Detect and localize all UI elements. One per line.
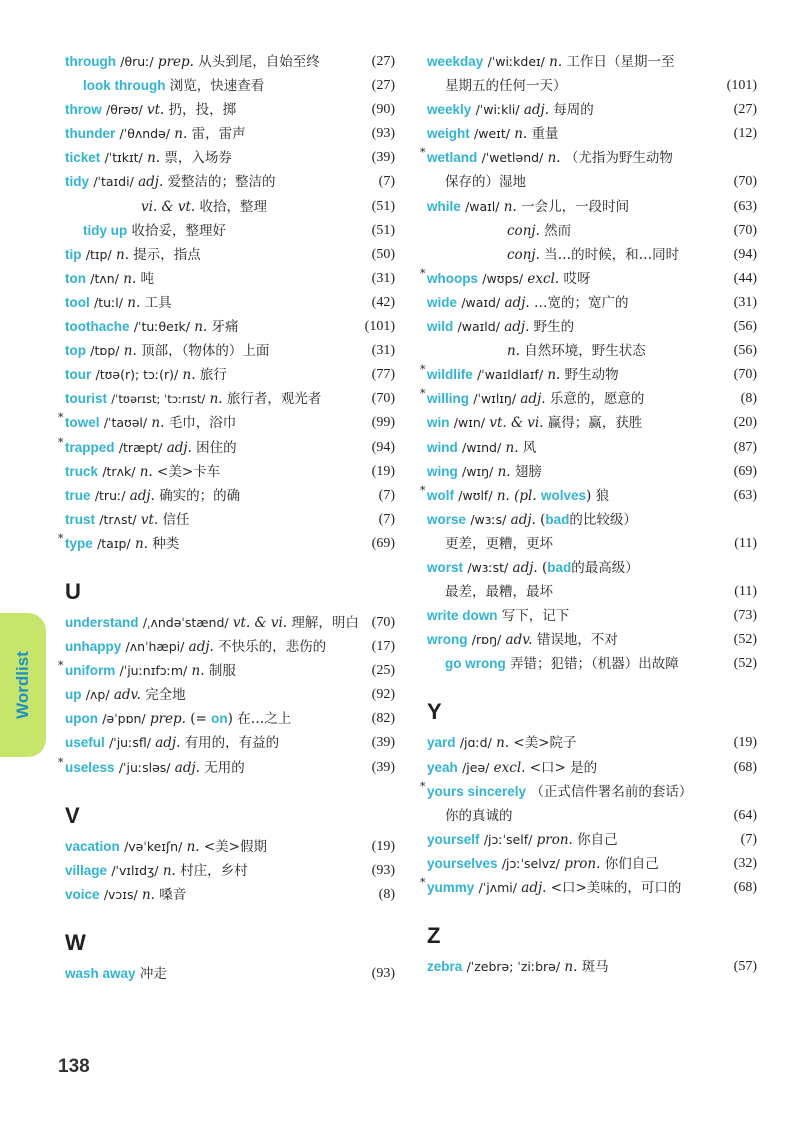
entry-yours-sincerely-cont: 你的真诚的 (64) bbox=[445, 807, 757, 824]
right-column bbox=[420, 50, 757, 979]
asterisk-icon: * bbox=[58, 755, 64, 769]
entry-write-down: write down 写下，记下 (73) bbox=[427, 608, 757, 625]
entry-wild-sense-2: n. 自然环境，野生状态 (56) bbox=[507, 343, 757, 360]
section-letter-u: U bbox=[65, 578, 81, 604]
entry-wing: wing /wɪŋ/ n. 翅膀 (69) bbox=[427, 463, 757, 480]
entry-wolf: * wolf /wʊlf/ n. (pl. wolves) 狼 (63) bbox=[427, 484, 757, 508]
entry-wrong: wrong /rɒŋ/ adv. 错误地，不对 (52) bbox=[427, 632, 757, 649]
section-letter-w: W bbox=[65, 929, 86, 955]
entry-yummy: * yummy /ˈjʌmi/ adj. <口>美味的，可口的 (68) bbox=[427, 876, 757, 900]
entry-zebra: zebra /ˈzebrə; ˈziːbrə/ n. 斑马 (57) bbox=[427, 959, 757, 976]
entry-trust: trust /trʌst/ vt. 信任 (7) bbox=[65, 511, 395, 528]
entry-tourist: tourist /ˈtʊərɪst; ˈtɔːrɪst/ n. 旅行者，观光者 (70) bbox=[65, 391, 395, 408]
entry-wild: wild /waɪld/ adj. 野生的 (56) bbox=[427, 319, 757, 336]
entry-tour: tour /tʊə(r); tɔː(r)/ n. 旅行 (77) bbox=[65, 367, 395, 384]
entry-top: top /tɒp/ n. 顶部，（物体的）上面 (31) bbox=[65, 343, 395, 360]
wordlist-side-tab bbox=[0, 613, 46, 757]
entry-voice: voice /vɔɪs/ n. 嗓音 (8) bbox=[65, 886, 395, 903]
entry-tool: tool /tuːl/ n. 工具 (42) bbox=[65, 294, 395, 311]
entry-worst-cont: 最差，最糟，最坏 (11) bbox=[445, 584, 757, 601]
entry-weight: weight /weɪt/ n. 重量 (12) bbox=[427, 126, 757, 143]
entry-tip: tip /tɪp/ n. 提示，指点 (50) bbox=[65, 246, 395, 263]
section-letter-y: Y bbox=[427, 699, 442, 725]
entry-towel: * towel /ˈtaʊəl/ n. 毛巾，浴巾 (99) bbox=[65, 411, 395, 435]
asterisk-icon: * bbox=[420, 387, 426, 401]
entry-through: through /θruː/ prep. 从头到尾，自始至终 (27) bbox=[65, 54, 395, 70]
entry-up: up /ʌp/ adv. 完全地 (92) bbox=[65, 687, 395, 704]
entry-wind: wind /wɪnd/ n. 风 (87) bbox=[427, 439, 757, 456]
asterisk-icon: * bbox=[420, 876, 426, 889]
left-column bbox=[58, 50, 395, 986]
entry-weekday-cont: 星期五的任何一天） (101) bbox=[445, 78, 757, 95]
asterisk-icon: * bbox=[420, 266, 426, 280]
entry-whoops: * whoops /wʊps/ excl. 哎呀 (44) bbox=[427, 267, 757, 291]
asterisk-icon: * bbox=[58, 435, 64, 449]
entry-wildlife: * wildlife /ˈwaɪldlaɪf/ n. 野生动物 (70) bbox=[427, 363, 757, 387]
section-letter-v: V bbox=[65, 802, 80, 828]
entry-upon: upon /əˈpɒn/ prep. (= on) 在…之上 (82) bbox=[65, 711, 395, 728]
entry-weekly: weekly /ˈwiːkli/ adj. 每周的 (27) bbox=[427, 102, 757, 119]
entry-tidy-up: tidy up 收拾妥，整理好 (51) bbox=[83, 222, 395, 239]
side-tab-label: Wordlist bbox=[13, 651, 32, 719]
asterisk-icon: * bbox=[58, 531, 64, 545]
entry-yard: yard /jɑːd/ n. <美>院子 (19) bbox=[427, 735, 757, 752]
entry-useful: useful /ˈjuːsfl/ adj. 有用的，有益的 (39) bbox=[65, 735, 395, 752]
entry-worst: worst /wɜːst/ adj. (bad的最高级） bbox=[427, 559, 639, 576]
entry-village: village /ˈvɪlɪdʒ/ n. 村庄，乡村 (93) bbox=[65, 862, 395, 879]
asterisk-icon: * bbox=[420, 363, 426, 377]
entry-while: while /waɪl/ n. 一会儿，一段时间 (63) bbox=[427, 198, 757, 215]
entry-trapped: * trapped /træpt/ adj. 困住的 (94) bbox=[65, 436, 395, 460]
entry-useless: * useless /ˈjuːsləs/ adj. 无用的 (39) bbox=[65, 756, 395, 780]
entry-ticket: ticket /ˈtɪkɪt/ n. 票，入场券 (39) bbox=[65, 150, 395, 167]
entry-thunder: thunder /ˈθʌndə/ n. 雷，雷声 (93) bbox=[65, 126, 395, 143]
page-number: 138 bbox=[58, 1056, 90, 1077]
entry-win: win /wɪn/ vt. & vi. 赢得；赢，获胜 (20) bbox=[427, 415, 757, 432]
entry-understand: understand /ˌʌndəˈstænd/ vt. & vi. 理解，明白 (70) bbox=[65, 614, 395, 631]
entry-yourselves: yourselves /jɔːˈselvz/ pron. 你们自己 (32) bbox=[427, 855, 757, 872]
asterisk-icon: * bbox=[420, 483, 426, 497]
entry-go-wrong: go wrong 弄错；犯错；（机器）出故障 (52) bbox=[445, 656, 757, 673]
asterisk-icon: * bbox=[420, 146, 426, 160]
entry-vacation: vacation /vəˈkeɪʃn/ n. <美>假期 (19) bbox=[65, 838, 395, 855]
entry-look-through: look through 浏览，快速查看 (27) bbox=[83, 78, 395, 95]
entry-yeah: yeah /jeə/ excl. <口> 是的 (68) bbox=[427, 759, 757, 776]
entry-weekday: weekday /ˈwiːkdeɪ/ n. 工作日（星期一至 bbox=[427, 54, 675, 70]
asterisk-icon: * bbox=[420, 779, 426, 793]
entry-wetland: * wetland /ˈwetlənd/ n. （尤指为野生动物 bbox=[427, 146, 757, 170]
entry-ton: ton /tʌn/ n. 吨 (31) bbox=[65, 270, 395, 287]
entry-worse-cont: 更差，更糟，更坏 (11) bbox=[445, 535, 757, 552]
entry-throw: throw /θrəʊ/ vt. 扔，投，掷 (90) bbox=[65, 102, 395, 119]
entry-true: true /truː/ adj. 确实的；的确 (7) bbox=[65, 487, 395, 504]
entry-yours-sincerely: * yours sincerely （正式信件署名前的套话） bbox=[427, 780, 757, 804]
entry-uniform: * uniform /ˈjuːnɪfɔːm/ n. 制服 (25) bbox=[65, 659, 395, 683]
entry-while-sense-2: conj. 然而 (70) bbox=[507, 222, 757, 239]
entry-truck: truck /trʌk/ n. <美>卡车 (19) bbox=[65, 463, 395, 480]
entry-type: * type /taɪp/ n. 种类 (69) bbox=[65, 532, 395, 556]
entry-worse: worse /wɜːs/ adj. (bad的比较级） bbox=[427, 511, 637, 528]
entry-willing: * willing /ˈwɪlɪŋ/ adj. 乐意的，愿意的 (8) bbox=[427, 387, 757, 411]
entry-unhappy: unhappy /ʌnˈhæpi/ adj. 不快乐的，悲伤的 (17) bbox=[65, 639, 395, 656]
asterisk-icon: * bbox=[58, 659, 64, 673]
entry-wide: wide /waɪd/ adj. …宽的；宽广的 (31) bbox=[427, 294, 757, 311]
entry-tidy: tidy /ˈtaɪdi/ adj. 爱整洁的；整洁的 (7) bbox=[65, 174, 395, 191]
entry-wetland-cont: 保存的）湿地 (70) bbox=[445, 174, 757, 191]
asterisk-icon: * bbox=[58, 411, 64, 425]
section-letter-z: Z bbox=[427, 923, 441, 949]
entry-while-sense-3: conj. 当…的时候，和…同时 (94) bbox=[507, 246, 757, 263]
entry-wash-away: wash away 冲走 (93) bbox=[65, 965, 395, 982]
entry-toothache: toothache /ˈtuːθeɪk/ n. 牙痛 (101) bbox=[65, 319, 395, 336]
entry-tidy-sense-2: vi. & vt. 收拾，整理 (51) bbox=[141, 198, 395, 215]
entry-yourself: yourself /jɔːˈself/ pron. 你自己 (7) bbox=[427, 831, 757, 848]
